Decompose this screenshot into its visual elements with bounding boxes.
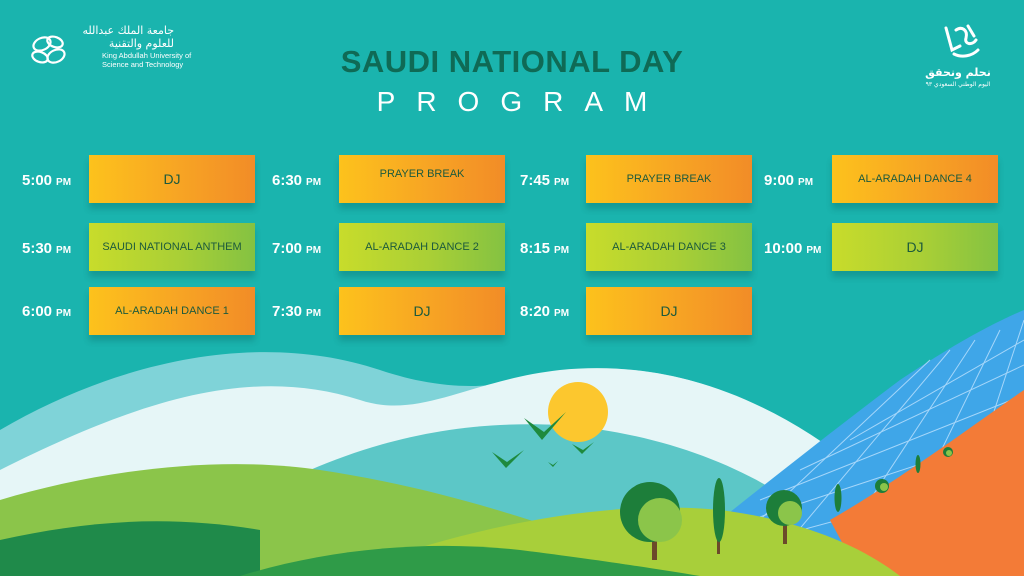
event-card-7: PRAYER BREAK <box>586 155 752 203</box>
page-subtitle: PROGRAM <box>376 86 669 117</box>
time-suffix: PM <box>554 177 570 188</box>
time-value: 8:20 <box>520 303 551 320</box>
time-suffix: PM <box>306 245 322 256</box>
time-value: 7:30 <box>272 303 303 320</box>
time-suffix: PM <box>306 308 322 319</box>
time-value: 5:00 <box>22 172 53 189</box>
event-card-10: AL-ARADAH DANCE 4 <box>832 155 998 203</box>
sun <box>548 382 608 442</box>
time-value: 5:30 <box>22 240 53 257</box>
tree-small-2 <box>943 447 953 457</box>
time-suffix: PM <box>56 245 72 256</box>
time-suffix: PM <box>56 308 72 319</box>
tree-small-1 <box>875 479 889 493</box>
time-suffix: PM <box>56 177 72 188</box>
kaust-arabic-line2: للعلوم والتقنية <box>108 37 174 50</box>
tree-tall-2 <box>835 484 842 512</box>
time-slot-9 <box>520 303 569 320</box>
national-day-subtitle: اليوم الوطني السعودي ٩٣ <box>925 81 991 88</box>
time-slot-1 <box>22 172 71 189</box>
event-card-5: AL-ARADAH DANCE 2 <box>339 223 505 271</box>
event-card-2: SAUDI NATIONAL ANTHEM <box>89 223 255 271</box>
time-suffix: PM <box>798 177 814 188</box>
time-value: 7:00 <box>272 240 303 257</box>
kaust-english-line1: King Abdullah University of <box>102 51 192 60</box>
time-slot-4 <box>272 172 321 189</box>
time-value: 7:45 <box>520 172 551 189</box>
time-slot-8 <box>520 240 569 257</box>
event-card-6: DJ <box>339 287 505 335</box>
time-slot-11 <box>764 240 821 257</box>
event-card-9: DJ <box>586 287 752 335</box>
kaust-arabic-line1: جامعة الملك عبدالله <box>82 24 174 37</box>
time-slot-5 <box>272 240 321 257</box>
time-value: 6:30 <box>272 172 303 189</box>
time-suffix: PM <box>306 177 322 188</box>
event-card-3: AL-ARADAH DANCE 1 <box>89 287 255 335</box>
time-slot-6 <box>272 303 321 320</box>
time-value: 6:00 <box>22 303 53 320</box>
time-suffix: PM <box>554 308 570 319</box>
page-title: SAUDI NATIONAL DAY <box>340 44 684 79</box>
event-card-8: AL-ARADAH DANCE 3 <box>586 223 752 271</box>
time-value: 8:15 <box>520 240 551 257</box>
tree-tall-3 <box>916 455 921 473</box>
kaust-english-line2: Science and Technology <box>102 60 184 69</box>
time-suffix: PM <box>806 245 822 256</box>
time-value: 10:00 <box>764 240 803 257</box>
time-value: 9:00 <box>764 172 795 189</box>
time-slot-3 <box>22 303 71 320</box>
time-slot-10 <box>764 172 813 189</box>
time-slot-7 <box>520 172 569 189</box>
time-suffix: PM <box>554 245 570 256</box>
event-card-1: DJ <box>89 155 255 203</box>
event-card-11: DJ <box>832 223 998 271</box>
national-day-slogan: نحلم ونحقق <box>925 66 991 79</box>
event-card-4: PRAYER BREAK <box>339 155 505 203</box>
time-slot-2 <box>22 240 71 257</box>
